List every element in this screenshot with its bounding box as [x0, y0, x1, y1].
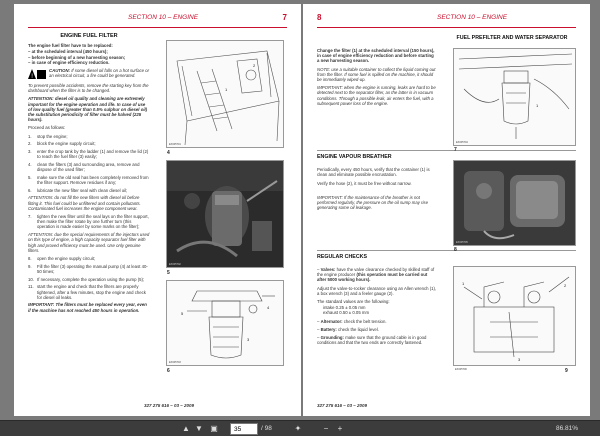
page-footer: 327 275 616 – 03 – 2009: [317, 403, 368, 408]
list-item: 5. make sure the old seal has been completely removed from the filter support. Remove residues if any;: [28, 174, 149, 186]
figure-code: EX005T05: [456, 241, 468, 244]
figure-8-image: [453, 160, 576, 246]
list-item: 4. clean the filters (3) and surrounding area, remove and dispose of the used filter;: [28, 161, 140, 173]
svg-text:!: !: [31, 74, 33, 81]
select-icon[interactable]: ✦: [294, 424, 302, 433]
battery-text: check the liquid level.: [338, 326, 379, 332]
section-heading: ENGINE FUEL FILTER: [60, 33, 118, 39]
page-7: [14, 4, 301, 416]
svg-text:1: 1: [462, 281, 465, 286]
caution-block: [28, 68, 150, 80]
intro-text: The engine fuel filter have to be replaced:: [28, 43, 113, 49]
proceed-text: Proceed as follows:: [28, 125, 66, 131]
important-text: IMPORTANT: The filters must be replaced every year, even if the machine has not reached 450 hours in operation.: [28, 302, 147, 313]
page-header: [28, 14, 287, 28]
figure-code: EX005T04: [456, 141, 468, 144]
adjust-text: Adjust the valve-to-rocker clearance using an Allen wrench (1), a box wrench (3) and a feeler gauge (2).: [317, 285, 437, 296]
note-text: NOTE: use a suitable container to collect the liquid coming out from the filter. If some fuel is spilled on the machine, it should be immediately wiped-up.: [317, 66, 436, 83]
text-column: [317, 167, 437, 213]
steps-list: [28, 134, 150, 193]
caution-label: CAUTION:: [49, 68, 71, 74]
viewer-toolbar: [0, 420, 600, 436]
intro-text: Change the filter (1) at the scheduled interval (150 hours), in case of engine efficiency reduction and before starting a new harvesting season.: [317, 48, 435, 64]
bullet-item: – before beginning of a new harvesting season;: [28, 54, 126, 60]
page-number-input[interactable]: [230, 423, 258, 435]
svg-text:3: 3: [247, 337, 250, 342]
alternator-label: Alternator:: [320, 318, 343, 324]
fit-page-icon[interactable]: ▣: [210, 424, 218, 433]
intake-value: intake 0.25 ± 0.05 mm: [323, 305, 366, 311]
figure-5-image: [166, 160, 284, 268]
grounding-label: Grounding:: [320, 335, 344, 341]
breather-important-text: IMPORTANT: If the maintenance of the breather is not performed regularly, the pressure on the oil sump may rise generating some oil leakage.: [317, 194, 428, 211]
figure-number: 9: [565, 368, 568, 374]
attention-spec-text: ATTENTION: due the special requirements of the injectors used on this type of engine, a high capacity separator fuel filter with high and proved efficiency must be used. Use only genuine filters.: [28, 232, 150, 253]
section-title: SECTION 10 – ENGINE: [128, 14, 199, 21]
figure-9-image: [453, 266, 576, 366]
battery-label: Battery:: [320, 326, 337, 332]
attention-fuel-text: ATTENTION: diesel oil quality and cleaning are extremely important for the engine operation and life. In case of use of low quality fuel (greater than 0.5% sulphur on diesel oil) the substitution periodicity of filter must be halved (225 hours).: [28, 96, 148, 123]
up-arrow-icon[interactable]: ▲: [182, 424, 190, 433]
text-column: – Valves: have the valve clearance checked by skilled staff of the engine producer (this operation must be carried out after 5000 working hours). Adjust the valve-to-rocker clearance using an Allen wrench (1), a box wrench (3) and a feeler gauge (2). The standard values are the following: intake 0.25 ± 0.05 mm exhaust 0.50 ± 0.05 mm – Alternator: check the belt tension. – Battery: check the liquid level. – Grounding: make sure that the ground cable is in good conditions and that the two ends are correctly fastened.: [317, 267, 437, 346]
list-item: 2. block the engine supply circuit;: [28, 141, 96, 147]
list-item: 8. open the engine supply circuit;: [28, 256, 96, 261]
figure-7-image: [453, 48, 576, 146]
valves-label: Valves:: [320, 267, 336, 272]
svg-text:2: 2: [564, 283, 567, 288]
text-column: [28, 34, 150, 316]
svg-text:2: 2: [253, 63, 256, 68]
page-number: 7: [282, 13, 287, 22]
list-item: 7. tighten the new filter until the seal lays on the filter support, then make the filter rotate by one further turn (this operation is made easier by some marks on the filter);: [28, 214, 149, 230]
list-item: 6. lubricate the new filter seal with clean diesel oil;: [28, 187, 128, 193]
svg-text:3: 3: [518, 357, 521, 362]
figure-number: 8: [454, 247, 457, 253]
figure-4-image: [166, 40, 284, 148]
exhaust-value: exhaust 0.50 ± 0.05 mm: [323, 310, 370, 316]
svg-text:5: 5: [181, 311, 184, 316]
divider: [317, 150, 576, 151]
list-item: 1. stop the engine;: [28, 133, 68, 139]
list-item: 3. enter the crop tank by the ladder (1) and remove the lid (2) to reach the fuel filter (3) easily;: [28, 149, 149, 160]
divider: [317, 250, 576, 251]
list-item: 11. start the engine and check that the filters are properly tightened, after a few minutes, stop the engine and check for diesel oil leaks.: [28, 284, 146, 300]
standard-text: The standard values are the following:: [317, 299, 390, 305]
section-title: SECTION 10 – ENGINE: [437, 14, 508, 21]
bullet-item: – in case of engine efficiency reduction.: [28, 59, 110, 65]
figure-code: EX005T06: [455, 368, 467, 371]
svg-text:1: 1: [536, 103, 539, 108]
breather-text: Periodically, every 450 hours, verify that the container (1) is clean and eliminate possible encrustation.: [317, 167, 430, 178]
page-8: [303, 4, 590, 416]
section-heading: REGULAR CHECKS: [317, 254, 368, 260]
list-item: 10. If necessary, complete the operation using the pump (5);: [28, 276, 145, 282]
section-heading: ENGINE VAPOUR BREATHER: [317, 154, 392, 160]
valves-text: have the valve clearance checked by skilled staff of the engine producer: [317, 267, 435, 278]
zoom-level[interactable]: 86.81%: [555, 425, 578, 432]
list-item: 9. Fill the filter (3) operating the manual pump (4) at least 40-50 times;: [28, 263, 148, 274]
caution-text: If some diesel oil falls on a hot surface or an electrical circuit, a fire could be generated.: [49, 68, 150, 79]
figure-code: EX005T03: [169, 361, 181, 364]
zoom-in-icon[interactable]: +: [337, 424, 343, 433]
bullet-item: – at the scheduled interval (450 hours);: [28, 49, 108, 55]
page-footer: 327 275 616 – 03 – 2009: [144, 403, 195, 408]
down-arrow-icon[interactable]: ▼: [195, 424, 203, 433]
section-heading: FUEL PREFILTER AND WATER SEPARATOR: [456, 35, 568, 41]
zoom-out-icon[interactable]: −: [323, 424, 329, 433]
figure-number: 6: [167, 368, 170, 374]
grounding-text: make sure that the ground cable is in good conditions and that the two ends are correctly fastened.: [317, 335, 427, 346]
figure-number: 5: [167, 270, 170, 276]
text-column: [317, 48, 437, 109]
warning-triangle-icon: [28, 68, 46, 80]
figure-code: EX005T01: [169, 143, 181, 146]
figure-code: EX005T02: [169, 263, 181, 266]
figure-number: 4: [167, 150, 170, 156]
attention-filters-text: ATTENTION: do not fill the new filters with diesel oil before fitting it. This fuel could be unfiltered and contain pollutants. Contaminated fuel increases the engine component wear.: [28, 195, 141, 211]
svg-text:4: 4: [267, 305, 270, 310]
page-total: / 98: [261, 425, 272, 432]
figure-number: 7: [454, 147, 457, 153]
svg-text:1: 1: [225, 87, 228, 92]
alternator-text: check the belt tension.: [343, 318, 387, 324]
figure-6-image: [166, 280, 284, 366]
valves-note: (this operation must be carried out after 5000 working hours).: [317, 272, 428, 283]
breather-text: Verify the hose (2), it must be free without narrow.: [317, 181, 412, 187]
prevent-text: To prevent possible accidents, remove the starting key from the dashboard when the filter is to be changed.: [28, 83, 149, 94]
page-number: 8: [317, 13, 322, 22]
page-header: [317, 14, 576, 28]
important-leaks-text: IMPORTANT: when the engine is running, leaks are hard to be detected next to the separator filter, as the latter is in vacuum conditions. Through a possible leak, air enters the fuel, with a subsequent power loss of the engine.: [317, 85, 436, 106]
